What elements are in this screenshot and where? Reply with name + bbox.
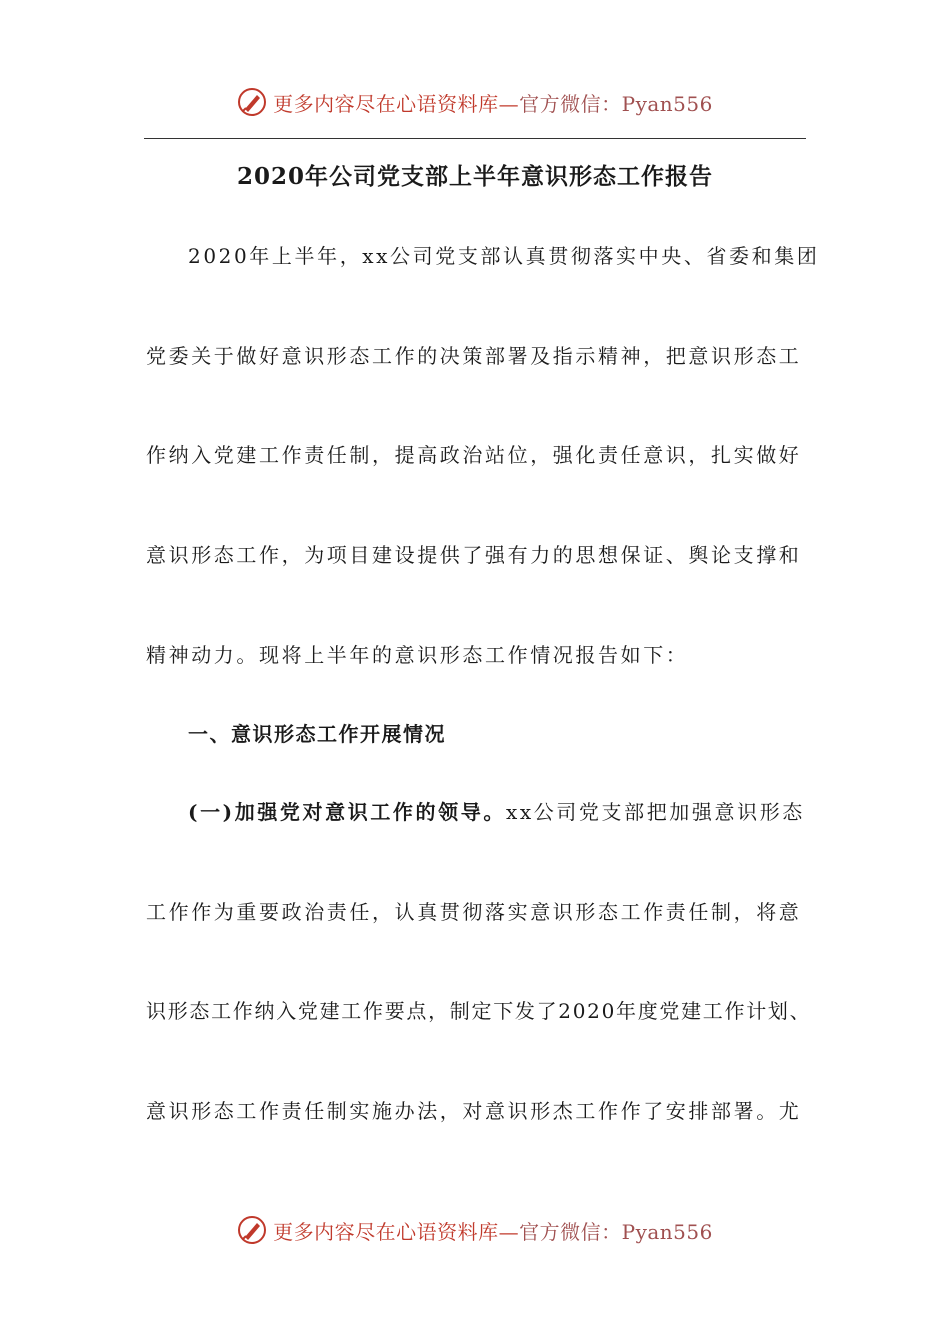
pen-logo-icon: [237, 87, 267, 117]
paragraph-line: 工作作为重要政治责任，认真贯彻落实意识形态工作责任制，将意: [146, 900, 802, 924]
paragraph-line: 意识形态工作，为项目建设提供了强有力的思想保证、舆论支撑和: [146, 543, 802, 567]
paragraph-line: 党委关于做好意识形态工作的决策部署及指示精神，把意识形态工: [146, 344, 802, 368]
paragraph-line: 意识形态工作责任制实施办法，对意识形杰工作作了安排部署。尤: [146, 1099, 802, 1123]
sub-heading-text: xx公司党支部把加强意识形态: [505, 800, 805, 824]
header-divider: [144, 138, 806, 139]
footer-banner: [0, 1210, 950, 1250]
pen-logo-icon: [237, 1215, 267, 1245]
paragraph-line: 精神动力。现将上半年的意识形态工作情况报告如下：: [146, 643, 689, 667]
paragraph-line: 识形态工作纳入党建工作要点，制定下发了2020年度党建工作计划、: [146, 999, 812, 1023]
section-heading: 一、意识形态工作开展情况: [188, 722, 446, 746]
banner-wechat: 官方微信：Pyan556: [519, 1219, 713, 1244]
sub-heading-line: [188, 798, 805, 826]
banner-text: 更多内容尽在心语资料库—官方微信：Pyan556: [273, 1219, 713, 1244]
banner-text: 更多内容尽在心语资料库—官方微信：Pyan556: [273, 91, 713, 116]
header-banner: [0, 82, 950, 122]
paragraph-line: 2020年上半年，xx公司党支部认真贯彻落实中央、省委和集团: [188, 244, 820, 268]
paragraph-line: 作纳入党建工作责任制，提高政治站位，强化责任意识，扎实做好: [146, 443, 802, 467]
document-title: 2020年公司党支部上半年意识形态工作报告: [236, 163, 713, 190]
banner-wechat: 官方微信：Pyan556: [519, 91, 713, 116]
sub-heading: (一)加强党对意识工作的领导。: [188, 800, 506, 824]
